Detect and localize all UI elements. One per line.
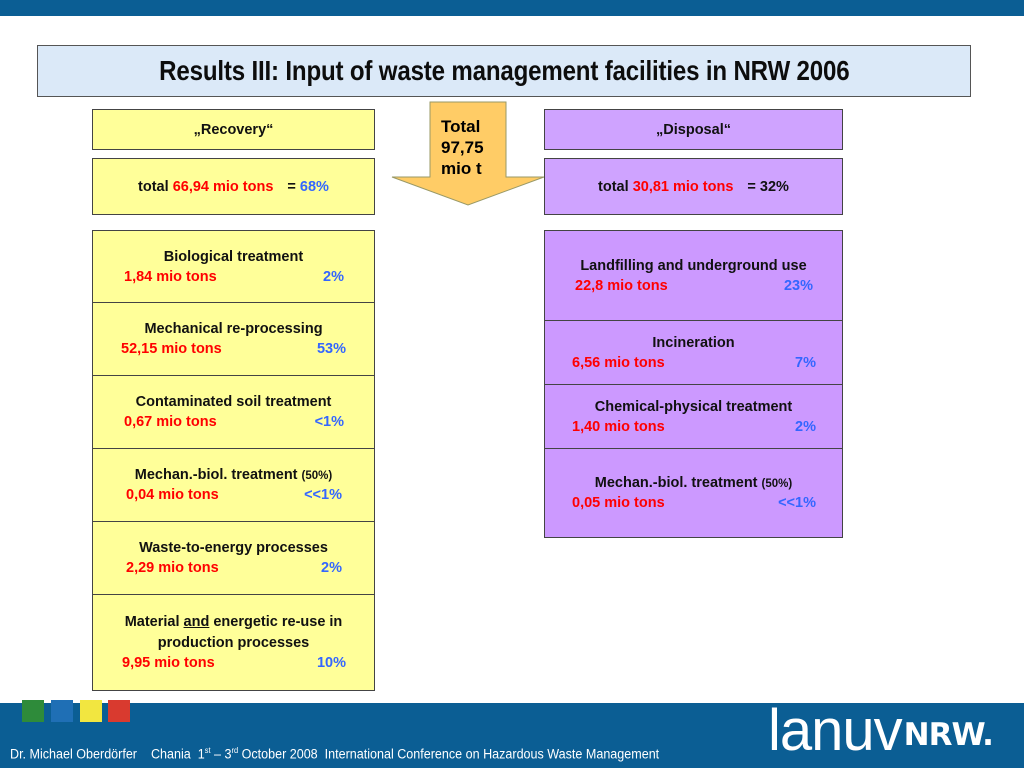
disposal-total: total 30,81 mio tons = 32% [544, 158, 843, 215]
recovery-header: „Recovery“ [92, 109, 375, 150]
disposal-item-landfilling: Landfilling and underground use 22,8 mio tons 23% [544, 230, 843, 321]
disposal-item-incineration: Incineration 6,56 mio tons 7% [544, 320, 843, 385]
yellow-square [80, 700, 102, 722]
footer-text: Dr. Michael Oberdörfer Chania 1st – 3rd October 2008 International Conference on Hazardous Waste Management [10, 746, 660, 762]
recovery-item-waste-to-energy: Waste-to-energy processes 2,29 mio tons 2% [92, 521, 375, 595]
disposal-header: „Disposal“ [544, 109, 843, 150]
slide-title-text: Results III: Input of waste management facilities in NRW 2006 [158, 55, 850, 86]
recovery-item-material-reuse: Material and energetic re-use in production processes 9,95 mio tons 10% [92, 594, 375, 691]
recovery-item-biological: Biological treatment 1,84 mio tons 2% [92, 230, 375, 303]
green-square [22, 700, 44, 722]
total-label: Total 97,75 mio t [441, 117, 484, 178]
disposal-item-mbt: Mechan.-biol. treatment (50%) 0,05 mio tons <<1% [544, 448, 843, 538]
recovery-item-mbt: Mechan.-biol. treatment (50%) 0,04 mio tons <<1% [92, 448, 375, 522]
blue-square [51, 700, 73, 722]
recovery-total: total 66,94 mio tons = 68% [92, 158, 375, 215]
disposal-item-chemical-physical: Chemical-physical treatment 1,40 mio tons 2% [544, 384, 843, 449]
red-square [108, 700, 130, 722]
lanuv-nrw-logo: lanuv NRW. [768, 698, 993, 763]
recovery-item-mechanical: Mechanical re-processing 52,15 mio tons 53% [92, 302, 375, 376]
slide-title [37, 45, 971, 97]
top-bar [0, 0, 1024, 16]
recovery-item-soil: Contaminated soil treatment 0,67 mio tons <1% [92, 375, 375, 449]
